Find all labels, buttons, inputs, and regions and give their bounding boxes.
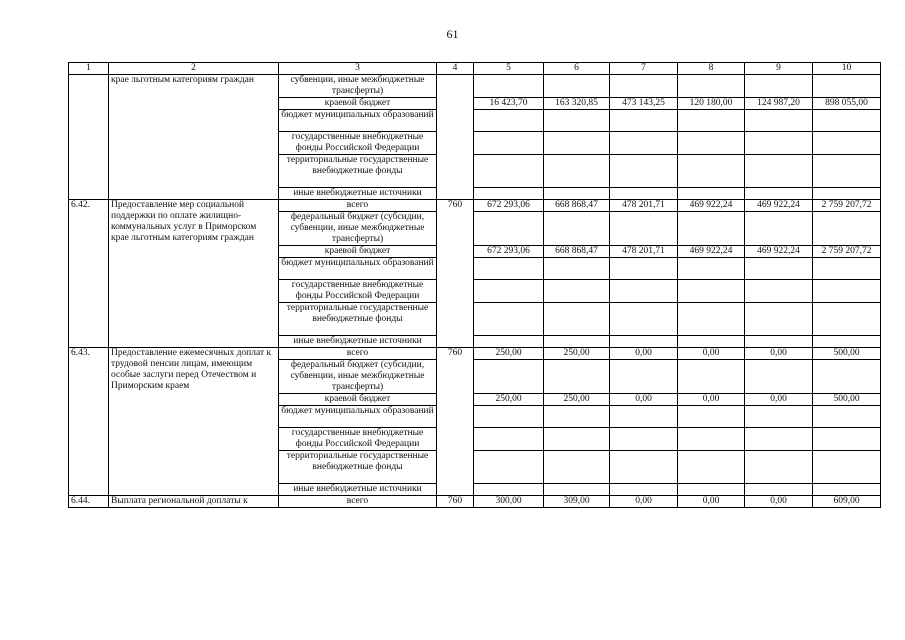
value-cell xyxy=(745,428,813,451)
value-cell xyxy=(610,258,678,280)
value-cell xyxy=(678,336,745,348)
value-cell xyxy=(745,110,813,132)
column-header: 8 xyxy=(678,63,745,75)
value-cell xyxy=(544,212,610,246)
value-cell xyxy=(745,132,813,155)
value-cell xyxy=(610,360,678,394)
funding-source: иные внебюджетные источники xyxy=(279,336,437,348)
value-cell xyxy=(745,360,813,394)
value-cell: 309,00 xyxy=(544,496,610,508)
value-cell: 0,00 xyxy=(678,496,745,508)
value-cell xyxy=(610,75,678,98)
value-cell: 668 868,47 xyxy=(544,200,610,212)
item-number: 6.44. xyxy=(69,496,109,508)
column-header: 9 xyxy=(745,63,813,75)
item-code xyxy=(437,75,474,200)
value-cell xyxy=(745,258,813,280)
value-cell: 469 922,24 xyxy=(678,200,745,212)
value-cell xyxy=(474,132,544,155)
value-cell xyxy=(610,303,678,336)
value-cell xyxy=(745,280,813,303)
funding-source: субвенции, иные межбюджетные трансферты) xyxy=(279,75,437,98)
funding-source: краевой бюджет xyxy=(279,394,437,406)
value-cell: 469 922,24 xyxy=(678,246,745,258)
value-cell xyxy=(610,406,678,428)
column-header: 7 xyxy=(610,63,678,75)
value-cell: 500,00 xyxy=(813,348,881,360)
edge-dots: · · · · xyxy=(876,62,905,70)
value-cell xyxy=(544,406,610,428)
value-cell: 672 293,06 xyxy=(474,200,544,212)
funding-source: государственные внебюджетные фонды Российской Федерации xyxy=(279,428,437,451)
value-cell xyxy=(678,406,745,428)
funding-source: иные внебюджетные источники xyxy=(279,484,437,496)
page-number: 61 xyxy=(446,27,459,41)
table-row xyxy=(69,496,881,508)
value-cell xyxy=(474,406,544,428)
value-cell xyxy=(745,484,813,496)
funding-source: государственные внебюджетные фонды Российской Федерации xyxy=(279,132,437,155)
header-row xyxy=(69,63,881,75)
funding-source: территориальные государственные внебюджетные фонды xyxy=(279,155,437,188)
value-cell xyxy=(745,406,813,428)
value-cell xyxy=(544,110,610,132)
value-cell xyxy=(544,303,610,336)
value-cell xyxy=(678,75,745,98)
value-cell: 478 201,71 xyxy=(610,246,678,258)
value-cell xyxy=(813,188,881,200)
value-cell xyxy=(610,155,678,188)
value-cell xyxy=(745,451,813,484)
funding-source: бюджет муниципальных образований xyxy=(279,406,437,428)
value-cell xyxy=(678,110,745,132)
item-name: крае льготным категориям граждан xyxy=(109,75,279,200)
value-cell xyxy=(678,303,745,336)
funding-source: территориальные государственные внебюджетные фонды xyxy=(279,303,437,336)
funding-source: федеральный бюджет (субсидии, субвенции, иные межбюджетные трансферты) xyxy=(279,360,437,394)
value-cell xyxy=(745,303,813,336)
value-cell xyxy=(813,303,881,336)
value-cell xyxy=(544,336,610,348)
value-cell xyxy=(813,451,881,484)
value-cell: 473 143,25 xyxy=(610,98,678,110)
funding-source: всего xyxy=(279,200,437,212)
value-cell: 469 922,24 xyxy=(745,246,813,258)
value-cell xyxy=(678,132,745,155)
value-cell xyxy=(544,258,610,280)
value-cell xyxy=(678,258,745,280)
funding-source: бюджет муниципальных образований xyxy=(279,258,437,280)
value-cell: 0,00 xyxy=(610,348,678,360)
value-cell xyxy=(678,428,745,451)
value-cell: 0,00 xyxy=(678,394,745,406)
value-cell xyxy=(745,155,813,188)
value-cell: 672 293,06 xyxy=(474,246,544,258)
value-cell xyxy=(544,155,610,188)
column-header: 1 xyxy=(69,63,109,75)
value-cell xyxy=(474,451,544,484)
table-row xyxy=(69,348,881,360)
value-cell xyxy=(544,451,610,484)
column-header: 6 xyxy=(544,63,610,75)
value-cell: 250,00 xyxy=(544,394,610,406)
value-cell: 0,00 xyxy=(610,496,678,508)
value-cell xyxy=(610,110,678,132)
value-cell xyxy=(474,155,544,188)
value-cell xyxy=(610,280,678,303)
value-cell xyxy=(813,280,881,303)
value-cell xyxy=(610,132,678,155)
value-cell xyxy=(474,75,544,98)
value-cell: 120 180,00 xyxy=(678,98,745,110)
value-cell: 469 922,24 xyxy=(745,200,813,212)
value-cell: 124 987,20 xyxy=(745,98,813,110)
value-cell xyxy=(678,212,745,246)
funding-source: краевой бюджет xyxy=(279,246,437,258)
value-cell xyxy=(474,303,544,336)
value-cell xyxy=(678,484,745,496)
funding-source: всего xyxy=(279,348,437,360)
value-cell xyxy=(813,406,881,428)
value-cell: 0,00 xyxy=(678,348,745,360)
value-cell xyxy=(745,212,813,246)
item-code: 760 xyxy=(437,496,474,508)
funding-source: федеральный бюджет (субсидии, субвенции, иные межбюджетные трансферты) xyxy=(279,212,437,246)
value-cell: 2 759 207,72 xyxy=(813,200,881,212)
column-header: 5 xyxy=(474,63,544,75)
value-cell xyxy=(678,155,745,188)
value-cell: 478 201,71 xyxy=(610,200,678,212)
column-header: 4 xyxy=(437,63,474,75)
value-cell: 0,00 xyxy=(745,348,813,360)
item-code: 760 xyxy=(437,348,474,496)
funding-source: иные внебюджетные источники xyxy=(279,188,437,200)
value-cell xyxy=(474,484,544,496)
item-number: 6.43. xyxy=(69,348,109,496)
value-cell xyxy=(544,132,610,155)
value-cell xyxy=(610,212,678,246)
value-cell: 250,00 xyxy=(474,348,544,360)
value-cell xyxy=(678,280,745,303)
value-cell xyxy=(813,110,881,132)
value-cell xyxy=(813,336,881,348)
value-cell: 250,00 xyxy=(544,348,610,360)
value-cell xyxy=(610,188,678,200)
value-cell xyxy=(474,280,544,303)
value-cell xyxy=(678,360,745,394)
value-cell xyxy=(474,258,544,280)
value-cell: 163 320,85 xyxy=(544,98,610,110)
item-name: Выплата региональной доплаты к xyxy=(109,496,279,508)
value-cell xyxy=(474,110,544,132)
value-cell xyxy=(813,132,881,155)
value-cell xyxy=(813,484,881,496)
value-cell xyxy=(544,360,610,394)
value-cell xyxy=(813,75,881,98)
value-cell xyxy=(544,484,610,496)
value-cell: 898 055,00 xyxy=(813,98,881,110)
value-cell xyxy=(544,428,610,451)
value-cell xyxy=(678,451,745,484)
funding-source: краевой бюджет xyxy=(279,98,437,110)
funding-source: территориальные государственные внебюджетные фонды xyxy=(279,451,437,484)
item-name: Предоставление ежемесячных доплат к трудовой пенсии лицам, имеющим особые заслуги перед Отечеством и Приморским краем xyxy=(109,348,279,496)
table-body xyxy=(69,63,881,508)
value-cell xyxy=(610,428,678,451)
value-cell xyxy=(544,280,610,303)
funding-source: всего xyxy=(279,496,437,508)
value-cell: 2 759 207,72 xyxy=(813,246,881,258)
value-cell xyxy=(678,188,745,200)
value-cell: 250,00 xyxy=(474,394,544,406)
value-cell xyxy=(474,336,544,348)
value-cell xyxy=(745,188,813,200)
value-cell xyxy=(544,188,610,200)
column-header: 10 xyxy=(813,63,881,75)
value-cell xyxy=(813,428,881,451)
item-name: Предоставление мер социальной поддержки по оплате жилищно-коммунальных услуг в Приморском крае льготным категориям граждан xyxy=(109,200,279,348)
value-cell xyxy=(745,75,813,98)
value-cell xyxy=(813,258,881,280)
value-cell: 300,00 xyxy=(474,496,544,508)
value-cell xyxy=(474,428,544,451)
value-cell xyxy=(544,75,610,98)
value-cell xyxy=(474,212,544,246)
value-cell xyxy=(610,451,678,484)
value-cell: 16 423,70 xyxy=(474,98,544,110)
column-header: 3 xyxy=(279,63,437,75)
value-cell xyxy=(474,188,544,200)
funding-source: государственные внебюджетные фонды Российской Федерации xyxy=(279,280,437,303)
value-cell: 0,00 xyxy=(745,394,813,406)
value-cell: 668 868,47 xyxy=(544,246,610,258)
item-code: 760 xyxy=(437,200,474,348)
funding-source: бюджет муниципальных образований xyxy=(279,110,437,132)
value-cell: 0,00 xyxy=(745,496,813,508)
value-cell xyxy=(813,155,881,188)
value-cell xyxy=(813,360,881,394)
value-cell: 500,00 xyxy=(813,394,881,406)
item-number: 6.42. xyxy=(69,200,109,348)
value-cell xyxy=(813,212,881,246)
item-number xyxy=(69,75,109,200)
value-cell xyxy=(610,484,678,496)
table-row xyxy=(69,200,881,212)
value-cell xyxy=(745,336,813,348)
value-cell: 609,00 xyxy=(813,496,881,508)
value-cell: 0,00 xyxy=(610,394,678,406)
value-cell xyxy=(474,360,544,394)
budget-table xyxy=(68,62,881,508)
column-header: 2 xyxy=(109,63,279,75)
table-row xyxy=(69,75,881,98)
value-cell xyxy=(610,336,678,348)
